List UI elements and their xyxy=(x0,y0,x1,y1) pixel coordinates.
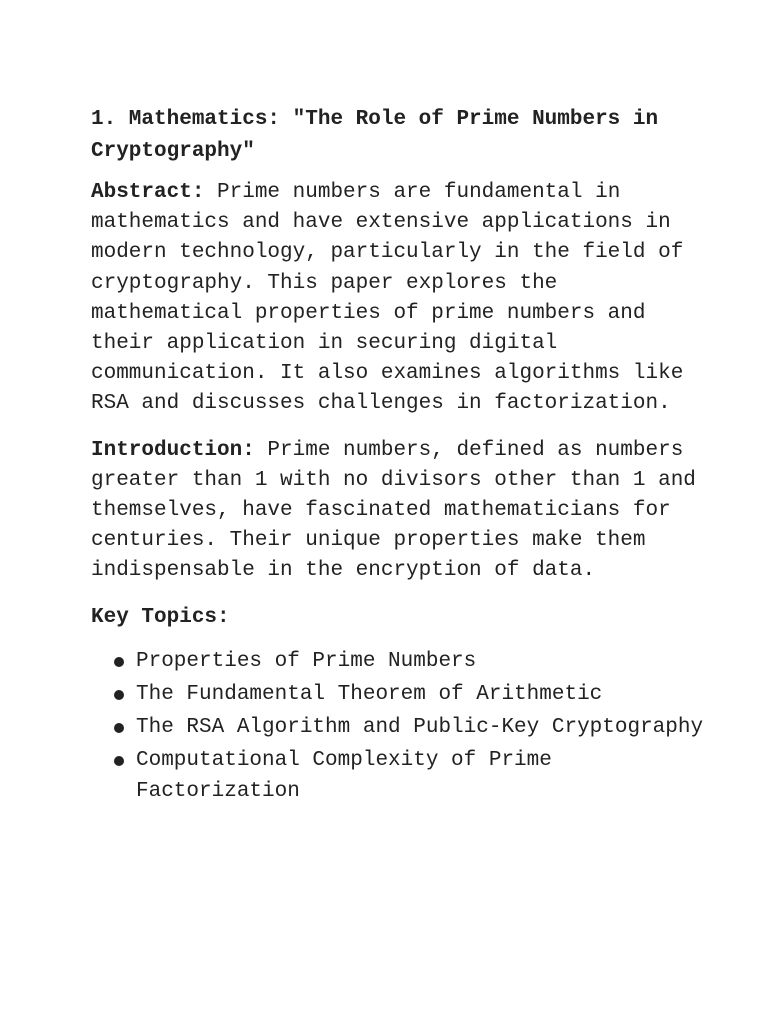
abstract-text: Prime numbers are fundamental in mathematics and have extensive applications in modern technology, particularly in the field of cryptography. This paper explores the mathematical properties of prime numbers and their application in securing digital communication. It also examines algorithms like RSA and discusses challenges in factorization. xyxy=(91,181,684,416)
list-item-text: The Fundamental Theorem of Arithmetic xyxy=(136,683,603,707)
key-topics-heading: Key Topics: xyxy=(91,605,230,629)
key-topics-list xyxy=(91,647,711,807)
introduction-paragraph xyxy=(91,436,711,587)
document-page xyxy=(91,104,711,810)
introduction-text: Prime numbers, defined as numbers greater than 1 with no divisors other than 1 and themselves, have fascinated mathematicians for centuries. Their unique properties make them indispensable in the encryption of data. xyxy=(91,438,696,583)
list-item xyxy=(91,680,711,710)
list-item xyxy=(91,647,711,677)
bullet-icon xyxy=(114,723,124,733)
bullet-icon xyxy=(114,690,124,700)
list-item xyxy=(91,713,711,743)
list-item-text: The RSA Algorithm and Public-Key Cryptography xyxy=(136,716,704,740)
bullet-icon xyxy=(114,756,124,766)
abstract-paragraph xyxy=(91,178,711,420)
bullet-icon xyxy=(114,657,124,667)
list-item xyxy=(91,746,711,806)
list-item-text: Computational Complexity of Prime Factorization xyxy=(136,749,552,803)
document-title: 1. Mathematics: "The Role of Prime Numbers in Cryptography" xyxy=(91,108,659,163)
list-item-text: Properties of Prime Numbers xyxy=(136,649,477,673)
introduction-label: Introduction: xyxy=(91,438,255,462)
abstract-label: Abstract: xyxy=(91,181,205,204)
